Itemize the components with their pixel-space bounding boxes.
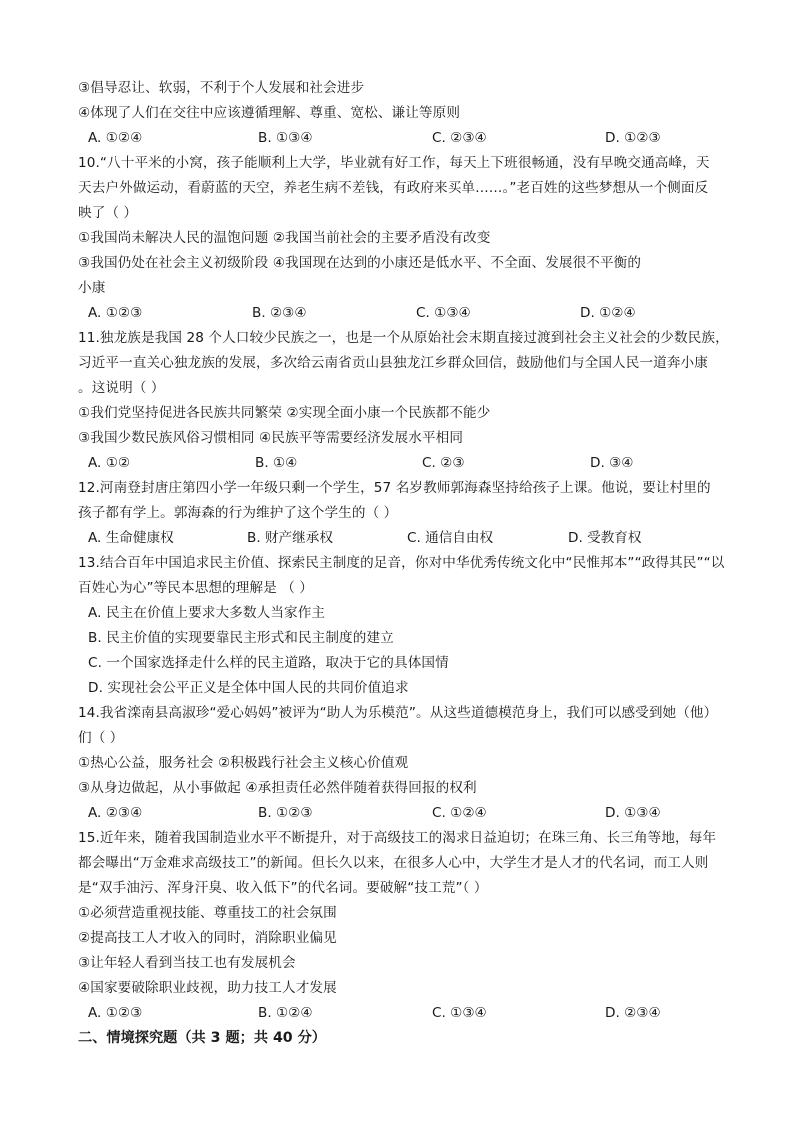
q12-option-b[interactable]: B. 财产继承权 — [247, 530, 333, 546]
q15-option-a[interactable]: A. ①②③ — [88, 1005, 143, 1021]
q10-option-b[interactable]: B. ②③④ — [252, 305, 307, 321]
q11-option-c[interactable]: C. ②③ — [422, 455, 465, 471]
q11-stem-line-2: 习近平一直关心独龙族的发展，多次给云南省贡山县独龙江乡群众回信，鼓励他们与全国人民一道奔小康 — [78, 355, 708, 371]
q15-stem-line-3: 是“双手油污、浑身汗臭、收入低下”的代名词。要破解“技工荒”（ ） — [78, 880, 488, 896]
q15-stem-line-2: 都会曝出“万金难求高级技工”的新闻。但长久以来，在很多人心中，大学生才是人才的代名词，而工人则 — [78, 855, 709, 871]
q14-option-a[interactable]: A. ②③④ — [88, 805, 143, 821]
q15-statement-3: ③让年轻人看到当技工也有发展机会 — [78, 955, 296, 971]
q11-option-d[interactable]: D. ③④ — [590, 455, 634, 471]
q9-option-d[interactable]: D. ①②③ — [605, 130, 661, 146]
q14-statements-3-4: ③从身边做起，从小事做起 ④承担责任必然伴随着获得回报的权利 — [78, 780, 477, 796]
q12-option-c[interactable]: C. 通信自由权 — [407, 530, 494, 546]
q10-option-d[interactable]: D. ①②④ — [580, 305, 636, 321]
q10-statements-3-4: ③我国仍处在社会主义初级阶段 ④我国现在达到的小康还是低水平、不全面、发展很不平衡的 — [78, 255, 642, 271]
q11-option-a[interactable]: A. ①② — [88, 455, 131, 471]
q9-statement-3: ③倡导忍让、软弱，不利于个人发展和社会进步 — [78, 80, 365, 96]
q11-stem-line-1: 11.独龙族是我国 28 个人口较少民族之一，也是一个从原始社会末期直接过渡到社会主义社会的少数民族， — [78, 330, 729, 346]
q9-option-c[interactable]: C. ②③④ — [432, 130, 487, 146]
q12-option-d[interactable]: D. 受教育权 — [568, 530, 642, 546]
q14-option-c[interactable]: C. ①②④ — [432, 805, 487, 821]
q11-statements-3-4: ③我国少数民族风俗习惯相同 ④民族平等需要经济发展水平相同 — [78, 430, 464, 446]
q11-option-b[interactable]: B. ①④ — [255, 455, 298, 471]
q11-stem-line-3: 。这说明（ ） — [78, 380, 165, 396]
q10-statement-4-cont: 小康 — [78, 280, 106, 296]
q15-option-b[interactable]: B. ①②④ — [258, 1005, 313, 1021]
q9-option-b[interactable]: B. ①③④ — [258, 130, 313, 146]
q14-stem-line-1: 14.我省滦南县高淑珍“爱心妈妈”被评为“助人为乐模范”。从这些道德模范身上，我们可以感受到她（他） — [78, 705, 718, 721]
q10-stem-line-3: 映了（ ） — [78, 205, 138, 221]
q10-option-c[interactable]: C. ①③④ — [416, 305, 471, 321]
q15-statement-1: ①必须营造重视技能、尊重技工的社会氛围 — [78, 905, 337, 921]
q9-statement-4: ④体现了人们在交往中应该遵循理解、尊重、宽松、谦让等原则 — [78, 105, 461, 121]
q12-option-a[interactable]: A. 生命健康权 — [88, 530, 174, 546]
q14-option-d[interactable]: D. ①③④ — [605, 805, 661, 821]
q10-stem-line-1: 10.“八十平米的小窝，孩子能顺利上大学，毕业就有好工作，每天上下班很畅通，没有早晚交通高峰，天 — [78, 155, 710, 171]
q14-stem-line-2: 们（ ） — [78, 730, 124, 746]
q9-option-a[interactable]: A. ①②④ — [88, 130, 143, 146]
q13-stem-line-1: 13.结合百年中国追求民主价值、探索民主制度的足音，你对中华优秀传统文化中“民惟邦本”“政得其民”“以 — [78, 555, 725, 571]
q12-stem-line-1: 12.河南登封唐庄第四小学一年级只剩一个学生，57 名岁教师郭海森坚持给孩子上课。他说，要让村里的 — [78, 480, 711, 496]
q13-option-d[interactable]: D. 实现社会公平正义是全体中国人民的共同价值追求 — [88, 680, 409, 696]
section-title: 二、情境探究题（共 3 题；共 40 分） — [78, 1030, 326, 1046]
q11-statements-1-2: ①我们党坚持促进各民族共同繁荣 ②实现全面小康一个民族都不能少 — [78, 405, 491, 421]
q12-stem-line-2: 孩子都有学上。郭海森的行为维护了这个学生的（ ） — [78, 505, 398, 521]
q15-statement-2: ②提高技工人才收入的同时，消除职业偏见 — [78, 930, 337, 946]
q13-option-a[interactable]: A. 民主在价值上要求大多数人当家作主 — [88, 605, 326, 621]
q14-statements-1-2: ①热心公益，服务社会 ②积极践行社会主义核心价值观 — [78, 755, 409, 771]
q13-stem-line-2: 百姓心为心”等民本思想的理解是 （ ） — [78, 580, 314, 596]
q15-option-c[interactable]: C. ①③④ — [432, 1005, 487, 1021]
q14-option-b[interactable]: B. ①②③ — [258, 805, 313, 821]
q10-option-a[interactable]: A. ①②③ — [88, 305, 143, 321]
q10-stem-line-2: 天去户外做运动，看蔚蓝的天空，养老生病不差钱，有政府来买单……。”老百姓的这些梦想从一个侧面反 — [78, 180, 709, 196]
q15-statement-4: ④国家要破除职业歧视，助力技工人才发展 — [78, 980, 337, 996]
q10-statements-1-2: ①我国尚未解决人民的温饱问题 ②我国当前社会的主要矛盾没有改变 — [78, 230, 491, 246]
q13-option-c[interactable]: C. 一个国家选择走什么样的民主道路，取决于它的具体国情 — [88, 655, 449, 671]
q13-option-b[interactable]: B. 民主价值的实现要靠民主形式和民主制度的建立 — [88, 630, 394, 646]
q15-option-d[interactable]: D. ②③④ — [605, 1005, 661, 1021]
q15-stem-line-1: 15.近年来，随着我国制造业水平不断提升，对于高级技工的渴求日益迫切；在珠三角、长三角等地，每年 — [78, 830, 717, 846]
